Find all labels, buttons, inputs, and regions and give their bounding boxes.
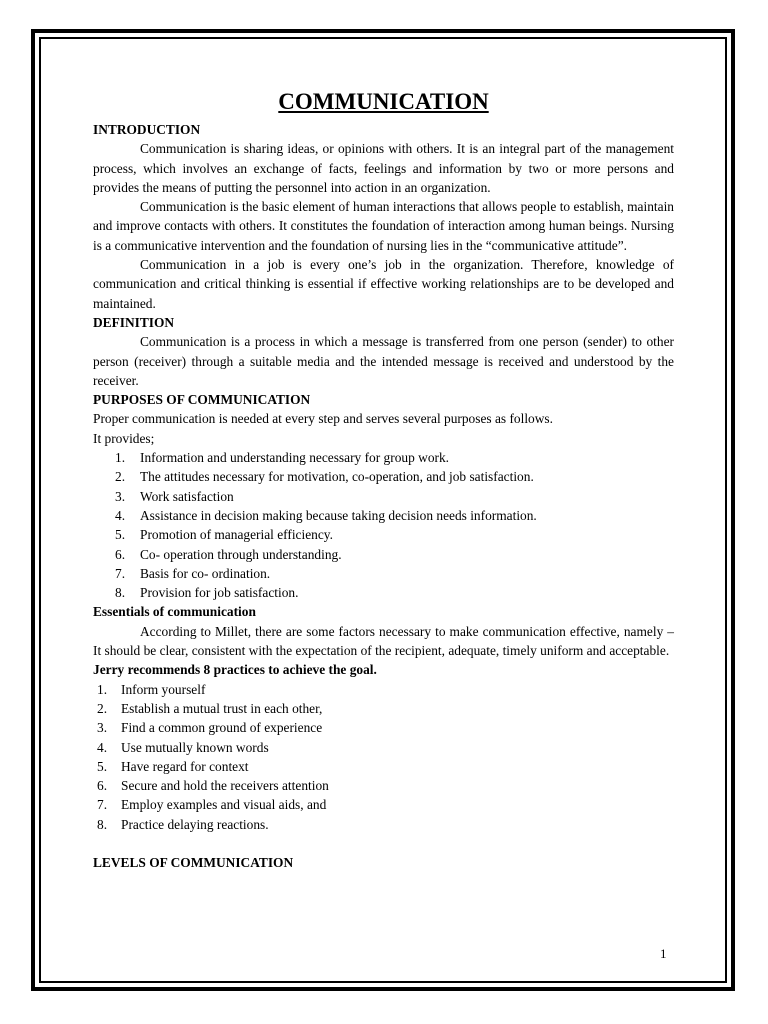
- list-item-text: Assistance in decision making because taking decision needs information.: [140, 507, 537, 523]
- list-item-number: 5.: [97, 758, 108, 774]
- list-item: [93, 525, 674, 544]
- list-item-number: 7.: [115, 565, 126, 581]
- list-item-text: Co- operation through understanding.: [140, 546, 342, 562]
- list-item-text: Provision for job satisfaction.: [140, 585, 299, 601]
- introduction-paragraph: Communication in a job is every one’s job in the organization. Therefore, knowledge of communication and critical thinking is essential if effective working relationships are to be developed and maintained.: [93, 257, 674, 311]
- list-item-number: 3.: [97, 720, 108, 736]
- purposes-heading: PURPOSES OF COMMUNICATION: [93, 392, 311, 408]
- list-item: [93, 506, 674, 525]
- list-item-number: 3.: [115, 488, 126, 504]
- definition-heading: DEFINITION: [93, 314, 175, 330]
- list-item: [93, 776, 674, 795]
- list-item-text: Basis for co- ordination.: [140, 565, 271, 581]
- list-item-number: 2.: [115, 469, 126, 485]
- list-item-text: Promotion of managerial efficiency.: [140, 527, 333, 543]
- list-item: [93, 699, 674, 718]
- essentials-heading: Essentials of communication: [93, 604, 256, 620]
- list-item-text: Practice delaying reactions.: [121, 816, 269, 832]
- list-item: [93, 815, 674, 834]
- page-number: 1: [660, 946, 667, 961]
- list-item: [93, 545, 674, 564]
- list-item: [93, 487, 674, 506]
- section-spacer: [93, 834, 674, 853]
- list-item: [93, 757, 674, 776]
- list-item-text: Inform yourself: [121, 681, 206, 697]
- list-item: [93, 564, 674, 583]
- introduction-paragraph: Communication is sharing ideas, or opinions with others. It is an integral part of the management process, which involves an exchange of facts, feelings and information by two or more persons and provides the means of putting the personnel into action in an organization.: [93, 141, 674, 195]
- purposes-list: [93, 448, 674, 602]
- list-item: [93, 583, 674, 602]
- document-body: [93, 88, 674, 872]
- list-item-text: Secure and hold the receivers attention: [121, 778, 329, 794]
- list-item: [93, 467, 674, 486]
- list-item-number: 8.: [115, 585, 126, 601]
- list-item: [93, 448, 674, 467]
- list-item: [93, 795, 674, 814]
- introduction-heading: INTRODUCTION: [93, 122, 201, 137]
- essentials-paragraph: According to Millet, there are some factors necessary to make communication effective, namely – It should be clear, consistent with the expectation of the recipient, adequate, timely uniform and acceptable.: [93, 623, 674, 659]
- list-item-number: 1.: [97, 681, 108, 697]
- list-item-text: The attitudes necessary for motivation, co-operation, and job satisfaction.: [140, 469, 534, 485]
- list-item-text: Work satisfaction: [140, 488, 234, 504]
- list-item-number: 2.: [97, 700, 108, 716]
- purposes-lead: It provides;: [93, 430, 155, 446]
- list-item-number: 4.: [115, 507, 126, 523]
- levels-heading: LEVELS OF COMMUNICATION: [93, 854, 294, 870]
- list-item-number: 6.: [115, 546, 126, 562]
- list-item-number: 5.: [115, 527, 126, 543]
- list-item: [93, 718, 674, 737]
- list-item-number: 7.: [97, 797, 108, 813]
- purposes-intro: Proper communication is needed at every step and serves several purposes as follows.: [93, 411, 553, 427]
- list-item-text: Employ examples and visual aids, and: [121, 797, 327, 813]
- list-item-text: Find a common ground of experience: [121, 720, 323, 736]
- list-item-number: 1.: [115, 450, 126, 466]
- list-item-text: Use mutually known words: [121, 739, 269, 755]
- jerry-heading: Jerry recommends 8 practices to achieve the goal.: [93, 662, 377, 678]
- definition-paragraph: Communication is a process in which a message is transferred from one person (sender) to other person (receiver) through a suitable media and the intended message is received and understood by the receiver.: [93, 334, 674, 388]
- list-item-number: 8.: [97, 816, 108, 832]
- list-item: [93, 680, 674, 699]
- list-item-number: 6.: [97, 778, 108, 794]
- jerry-practices-list: [93, 680, 674, 834]
- page-title: COMMUNICATION: [278, 89, 489, 114]
- list-item-text: Establish a mutual trust in each other,: [121, 700, 323, 716]
- list-item-number: 4.: [97, 739, 108, 755]
- list-item: [93, 738, 674, 757]
- list-item-text: Information and understanding necessary for group work.: [140, 450, 450, 466]
- list-item-text: Have regard for context: [121, 758, 249, 774]
- introduction-paragraph: Communication is the basic element of human interactions that allows people to establish, maintain and improve contacts with others. It constitutes the foundation of interaction among human beings. Nursing is a communicative intervention and the foundation of nursing lies in the “communicative attitude”.: [93, 199, 674, 253]
